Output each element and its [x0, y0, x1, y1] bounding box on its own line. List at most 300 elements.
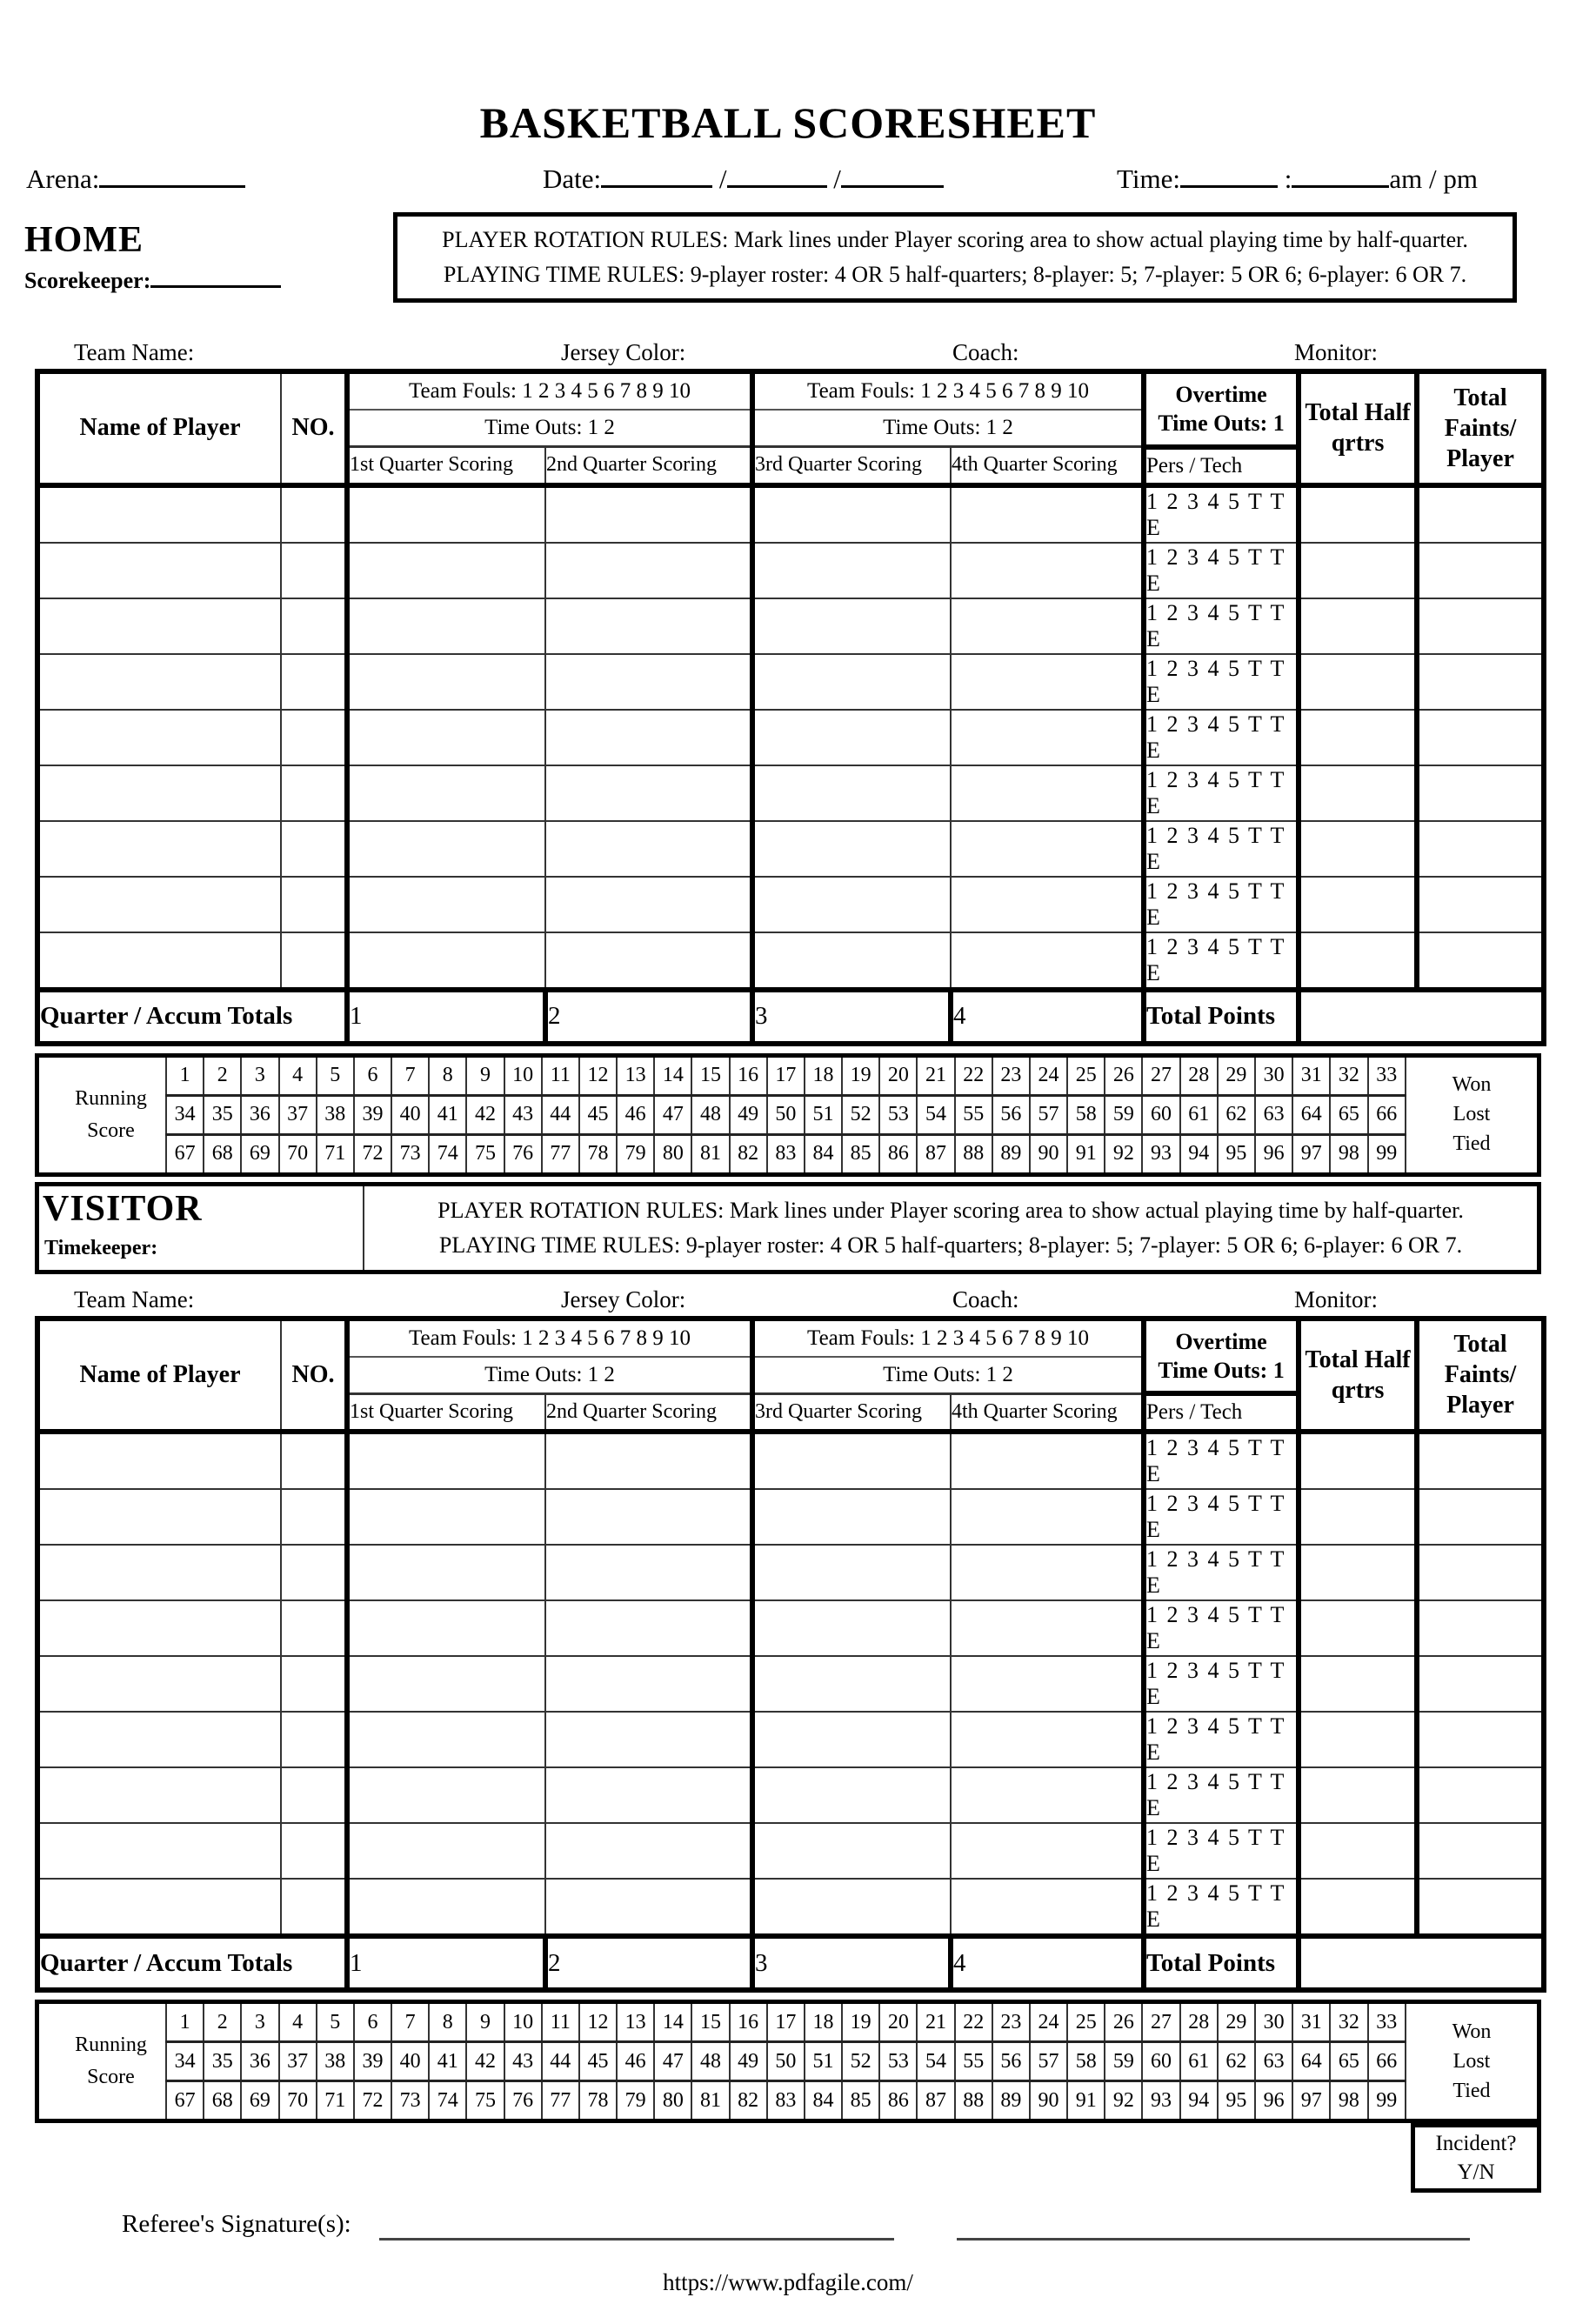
running-score-cell[interactable]: 37 — [279, 1095, 317, 1134]
running-score-cell[interactable]: 77 — [542, 1134, 579, 1174]
running-score-cell[interactable]: 31 — [1292, 1055, 1330, 1095]
total-half-cell[interactable] — [1299, 1656, 1417, 1712]
running-score-cell[interactable]: 51 — [805, 1095, 842, 1134]
timeouts-second-half[interactable]: Time Outs: 1 2 — [752, 410, 1144, 447]
player-no-cell[interactable] — [281, 543, 347, 598]
running-score-cell[interactable]: 15 — [691, 1055, 729, 1095]
q3-scoring-cell[interactable] — [752, 932, 951, 990]
running-score-cell[interactable]: 34 — [166, 1095, 204, 1134]
running-score-cell[interactable]: 94 — [1180, 2081, 1218, 2121]
total-faints-cell[interactable] — [1417, 543, 1544, 598]
player-no-cell[interactable] — [281, 765, 347, 821]
running-score-cell[interactable]: 3 — [241, 1055, 278, 1095]
running-score-cell[interactable]: 52 — [842, 1095, 879, 1134]
q3-scoring-cell[interactable] — [752, 1823, 951, 1879]
q3-scoring-cell[interactable] — [752, 485, 951, 543]
running-score-cell[interactable]: 73 — [391, 2081, 429, 2121]
q3-scoring-cell[interactable] — [752, 710, 951, 765]
result-option[interactable]: Lost — [1452, 1103, 1491, 1125]
running-score-cell[interactable]: 12 — [579, 1055, 617, 1095]
running-score-cell[interactable]: 62 — [1218, 1095, 1255, 1134]
q1-scoring-cell[interactable] — [347, 1600, 545, 1656]
running-score-cell[interactable]: 76 — [504, 1134, 542, 1174]
incident-yn-option[interactable]: Y/N — [1457, 2160, 1495, 2184]
pers-tech-cell[interactable]: 1 2 3 4 5 T T E — [1144, 932, 1299, 990]
total-faints-cell[interactable] — [1417, 1767, 1544, 1823]
player-name-cell[interactable] — [37, 1767, 281, 1823]
running-score-cell[interactable]: 92 — [1105, 1134, 1142, 1174]
running-score-cell[interactable]: 24 — [1030, 2002, 1067, 2042]
player-no-cell[interactable] — [281, 654, 347, 710]
player-name-cell[interactable] — [37, 710, 281, 765]
running-score-cell[interactable]: 59 — [1105, 2042, 1142, 2081]
running-score-cell[interactable]: 40 — [391, 2042, 429, 2081]
q2-scoring-cell[interactable] — [545, 932, 752, 990]
running-score-cell[interactable]: 11 — [542, 2002, 579, 2042]
running-score-cell[interactable]: 71 — [317, 2081, 354, 2121]
q1-scoring-cell[interactable] — [347, 1767, 545, 1823]
running-score-cell[interactable]: 78 — [579, 2081, 617, 2121]
player-no-cell[interactable] — [281, 710, 347, 765]
running-score-cell[interactable]: 71 — [317, 1134, 354, 1174]
player-no-cell[interactable] — [281, 485, 347, 543]
q4-scoring-cell[interactable] — [951, 1432, 1144, 1489]
player-no-cell[interactable] — [281, 1823, 347, 1879]
q2-scoring-cell[interactable] — [545, 543, 752, 598]
running-score-cell[interactable]: 4 — [279, 2002, 317, 2042]
player-no-cell[interactable] — [281, 1432, 347, 1489]
player-name-cell[interactable] — [37, 485, 281, 543]
running-score-cell[interactable]: 22 — [955, 2002, 992, 2042]
running-score-cell[interactable]: 60 — [1142, 1095, 1179, 1134]
running-score-cell[interactable]: 85 — [842, 2081, 879, 2121]
q2-scoring-cell[interactable] — [545, 485, 752, 543]
player-name-cell[interactable] — [37, 654, 281, 710]
total-half-cell[interactable] — [1299, 1879, 1417, 1936]
running-score-cell[interactable]: 19 — [842, 2002, 879, 2042]
running-score-cell[interactable]: 93 — [1142, 1134, 1179, 1174]
q4-scoring-cell[interactable] — [951, 1879, 1144, 1936]
running-score-cell[interactable]: 18 — [805, 2002, 842, 2042]
running-score-cell[interactable]: 58 — [1067, 1095, 1105, 1134]
total-half-cell[interactable] — [1299, 485, 1417, 543]
running-score-cell[interactable]: 7 — [391, 2002, 429, 2042]
running-score-cell[interactable]: 56 — [992, 2042, 1030, 2081]
pers-tech-cell[interactable]: 1 2 3 4 5 T T E — [1144, 1432, 1299, 1489]
running-score-cell[interactable]: 2 — [204, 1055, 241, 1095]
running-score-cell[interactable]: 1 — [166, 2002, 204, 2042]
running-score-cell[interactable]: 33 — [1368, 1055, 1406, 1095]
q1-total-cell[interactable]: 1 — [347, 1936, 545, 1990]
q4-total-cell[interactable]: 4 — [951, 1936, 1144, 1990]
q1-scoring-cell[interactable] — [347, 765, 545, 821]
running-score-cell[interactable]: 51 — [805, 2042, 842, 2081]
q1-scoring-cell[interactable] — [347, 1823, 545, 1879]
running-score-cell[interactable]: 66 — [1368, 1095, 1406, 1134]
total-half-cell[interactable] — [1299, 821, 1417, 877]
running-score-cell[interactable]: 10 — [504, 1055, 542, 1095]
player-no-cell[interactable] — [281, 1489, 347, 1545]
q4-scoring-cell[interactable] — [951, 654, 1144, 710]
running-score-cell[interactable]: 89 — [992, 1134, 1030, 1174]
running-score-cell[interactable]: 88 — [955, 2081, 992, 2121]
running-score-cell[interactable]: 14 — [654, 2002, 691, 2042]
running-score-cell[interactable]: 30 — [1255, 1055, 1292, 1095]
running-score-cell[interactable]: 92 — [1105, 2081, 1142, 2121]
running-score-cell[interactable]: 2 — [204, 2002, 241, 2042]
player-no-cell[interactable] — [281, 1545, 347, 1600]
q2-scoring-cell[interactable] — [545, 710, 752, 765]
time-hour-blank[interactable] — [1180, 166, 1278, 188]
total-half-cell[interactable] — [1299, 1712, 1417, 1767]
team-fouls-first-half[interactable]: Team Fouls: 1 2 3 4 5 6 7 8 9 10 — [347, 1319, 752, 1357]
overtime-timeouts-header[interactable] — [1144, 371, 1299, 447]
running-score-cell[interactable]: 91 — [1067, 1134, 1105, 1174]
running-score-cell[interactable]: 45 — [579, 1095, 617, 1134]
total-points-cell[interactable] — [1299, 1936, 1544, 1990]
running-score-cell[interactable]: 6 — [354, 2002, 391, 2042]
total-half-cell[interactable] — [1299, 543, 1417, 598]
running-score-cell[interactable]: 78 — [579, 1134, 617, 1174]
total-faints-cell[interactable] — [1417, 710, 1544, 765]
running-score-cell[interactable]: 69 — [241, 1134, 278, 1174]
running-score-cell[interactable]: 97 — [1292, 2081, 1330, 2121]
total-faints-cell[interactable] — [1417, 1545, 1544, 1600]
player-no-cell[interactable] — [281, 877, 347, 932]
running-score-cell[interactable]: 49 — [730, 2042, 767, 2081]
running-score-cell[interactable]: 21 — [917, 1055, 954, 1095]
running-score-cell[interactable]: 14 — [654, 1055, 691, 1095]
result-option[interactable]: Won — [1452, 1073, 1492, 1096]
q1-scoring-cell[interactable] — [347, 1432, 545, 1489]
total-faints-cell[interactable] — [1417, 877, 1544, 932]
total-half-cell[interactable] — [1299, 598, 1417, 654]
total-faints-cell[interactable] — [1417, 1432, 1544, 1489]
pers-tech-cell[interactable]: 1 2 3 4 5 T T E — [1144, 543, 1299, 598]
q4-scoring-cell[interactable] — [951, 543, 1144, 598]
running-score-cell[interactable]: 25 — [1067, 2002, 1105, 2042]
running-score-cell[interactable]: 4 — [279, 1055, 317, 1095]
q3-scoring-cell[interactable] — [752, 598, 951, 654]
q2-scoring-cell[interactable] — [545, 1712, 752, 1767]
q1-scoring-cell[interactable] — [347, 1879, 545, 1936]
running-score-cell[interactable]: 10 — [504, 2002, 542, 2042]
running-score-cell[interactable]: 72 — [354, 2081, 391, 2121]
q2-scoring-cell[interactable] — [545, 821, 752, 877]
running-score-cell[interactable]: 32 — [1330, 2002, 1367, 2042]
running-score-cell[interactable]: 36 — [241, 1095, 278, 1134]
running-score-cell[interactable]: 12 — [579, 2002, 617, 2042]
q2-scoring-cell[interactable] — [545, 877, 752, 932]
running-score-cell[interactable]: 23 — [992, 1055, 1030, 1095]
pers-tech-cell[interactable]: 1 2 3 4 5 T T E — [1144, 765, 1299, 821]
player-name-cell[interactable] — [37, 1712, 281, 1767]
player-no-cell[interactable] — [281, 821, 347, 877]
player-name-cell[interactable] — [37, 932, 281, 990]
total-faints-cell[interactable] — [1417, 932, 1544, 990]
total-faints-cell[interactable] — [1417, 765, 1544, 821]
player-name-cell[interactable] — [37, 1600, 281, 1656]
running-score-cell[interactable]: 41 — [429, 1095, 466, 1134]
running-score-cell[interactable]: 35 — [204, 2042, 241, 2081]
pers-tech-cell[interactable]: 1 2 3 4 5 T T E — [1144, 1656, 1299, 1712]
running-score-cell[interactable]: 70 — [279, 1134, 317, 1174]
running-score-cell[interactable]: 54 — [917, 1095, 954, 1134]
running-score-cell[interactable]: 57 — [1030, 1095, 1067, 1134]
q3-scoring-cell[interactable] — [752, 877, 951, 932]
q1-scoring-cell[interactable] — [347, 485, 545, 543]
q1-scoring-cell[interactable] — [347, 932, 545, 990]
q2-scoring-cell[interactable] — [545, 1656, 752, 1712]
running-score-cell[interactable]: 39 — [354, 2042, 391, 2081]
q4-scoring-cell[interactable] — [951, 1823, 1144, 1879]
running-score-cell[interactable]: 5 — [317, 2002, 354, 2042]
q3-scoring-cell[interactable] — [752, 765, 951, 821]
running-score-cell[interactable]: 70 — [279, 2081, 317, 2121]
q1-scoring-cell[interactable] — [347, 1656, 545, 1712]
running-score-cell[interactable]: 27 — [1142, 1055, 1179, 1095]
pers-tech-cell[interactable]: 1 2 3 4 5 T T E — [1144, 1489, 1299, 1545]
running-score-cell[interactable]: 44 — [542, 1095, 579, 1134]
pers-tech-cell[interactable]: 1 2 3 4 5 T T E — [1144, 821, 1299, 877]
running-score-cell[interactable]: 31 — [1292, 2002, 1330, 2042]
running-score-cell[interactable]: 83 — [767, 1134, 805, 1174]
running-score-cell[interactable]: 59 — [1105, 1095, 1142, 1134]
q2-scoring-cell[interactable] — [545, 1489, 752, 1545]
running-score-cell[interactable]: 95 — [1218, 2081, 1255, 2121]
running-score-cell[interactable]: 36 — [241, 2042, 278, 2081]
running-score-cell[interactable]: 89 — [992, 2081, 1030, 2121]
running-score-cell[interactable]: 3 — [241, 2002, 278, 2042]
pers-tech-cell[interactable]: 1 2 3 4 5 T T E — [1144, 1879, 1299, 1936]
running-score-cell[interactable]: 84 — [805, 2081, 842, 2121]
player-name-cell[interactable] — [37, 821, 281, 877]
running-score-cell[interactable]: 42 — [466, 2042, 504, 2081]
player-no-cell[interactable] — [281, 1767, 347, 1823]
running-score-cell[interactable]: 54 — [917, 2042, 954, 2081]
timeouts-first-half[interactable]: Time Outs: 1 2 — [347, 410, 752, 447]
q2-scoring-cell[interactable] — [545, 1545, 752, 1600]
running-score-cell[interactable]: 74 — [429, 2081, 466, 2121]
player-name-cell[interactable] — [37, 765, 281, 821]
q3-scoring-cell[interactable] — [752, 1656, 951, 1712]
total-faints-cell[interactable] — [1417, 1656, 1544, 1712]
running-score-cell[interactable]: 21 — [917, 2002, 954, 2042]
q4-scoring-cell[interactable] — [951, 485, 1144, 543]
running-score-cell[interactable]: 8 — [429, 1055, 466, 1095]
player-name-cell[interactable] — [37, 1879, 281, 1936]
team-fouls-second-half[interactable]: Team Fouls: 1 2 3 4 5 6 7 8 9 10 — [752, 371, 1144, 410]
pers-tech-cell[interactable]: 1 2 3 4 5 T T E — [1144, 1712, 1299, 1767]
q3-scoring-cell[interactable] — [752, 1432, 951, 1489]
running-score-cell[interactable]: 41 — [429, 2042, 466, 2081]
running-score-cell[interactable]: 84 — [805, 1134, 842, 1174]
running-score-cell[interactable]: 73 — [391, 1134, 429, 1174]
total-faints-cell[interactable] — [1417, 1712, 1544, 1767]
running-score-cell[interactable]: 46 — [617, 1095, 654, 1134]
running-score-cell[interactable]: 60 — [1142, 2042, 1179, 2081]
running-score-cell[interactable]: 47 — [654, 2042, 691, 2081]
player-no-cell[interactable] — [281, 932, 347, 990]
running-score-cell[interactable]: 6 — [354, 1055, 391, 1095]
total-half-cell[interactable] — [1299, 710, 1417, 765]
q2-total-cell[interactable]: 2 — [545, 1936, 752, 1990]
time-minute-blank[interactable] — [1292, 166, 1389, 188]
running-score-cell[interactable]: 8 — [429, 2002, 466, 2042]
q2-scoring-cell[interactable] — [545, 1823, 752, 1879]
running-score-cell[interactable]: 28 — [1180, 2002, 1218, 2042]
running-score-cell[interactable]: 63 — [1255, 2042, 1292, 2081]
q2-scoring-cell[interactable] — [545, 598, 752, 654]
total-half-cell[interactable] — [1299, 765, 1417, 821]
running-score-cell[interactable]: 5 — [317, 1055, 354, 1095]
player-name-cell[interactable] — [37, 877, 281, 932]
running-score-cell[interactable]: 67 — [166, 2081, 204, 2121]
referee-signature-blank-2[interactable] — [957, 2238, 1470, 2241]
running-score-cell[interactable]: 32 — [1330, 1055, 1367, 1095]
running-score-cell[interactable]: 46 — [617, 2042, 654, 2081]
result-option[interactable]: Won — [1452, 2020, 1492, 2043]
running-score-cell[interactable]: 35 — [204, 1095, 241, 1134]
pers-tech-cell[interactable]: 1 2 3 4 5 T T E — [1144, 710, 1299, 765]
running-score-cell[interactable]: 38 — [317, 1095, 354, 1134]
running-score-cell[interactable]: 80 — [654, 1134, 691, 1174]
result-option[interactable]: Tied — [1452, 2079, 1491, 2102]
q1-total-cell[interactable]: 1 — [347, 990, 545, 1044]
pers-tech-cell[interactable]: 1 2 3 4 5 T T E — [1144, 485, 1299, 543]
q2-scoring-cell[interactable] — [545, 1432, 752, 1489]
q3-total-cell[interactable]: 3 — [752, 1936, 951, 1990]
pers-tech-cell[interactable]: 1 2 3 4 5 T T E — [1144, 598, 1299, 654]
total-half-cell[interactable] — [1299, 1489, 1417, 1545]
running-score-cell[interactable]: 79 — [617, 1134, 654, 1174]
running-score-cell[interactable]: 48 — [691, 1095, 729, 1134]
q2-total-cell[interactable]: 2 — [545, 990, 752, 1044]
running-score-cell[interactable]: 99 — [1368, 2081, 1406, 2121]
timeouts-first-half[interactable]: Time Outs: 1 2 — [347, 1357, 752, 1394]
running-score-cell[interactable]: 20 — [879, 2002, 917, 2042]
total-faints-cell[interactable] — [1417, 1489, 1544, 1545]
running-score-cell[interactable]: 88 — [955, 1134, 992, 1174]
running-score-cell[interactable]: 18 — [805, 1055, 842, 1095]
running-score-cell[interactable]: 29 — [1218, 1055, 1255, 1095]
running-score-cell[interactable]: 93 — [1142, 2081, 1179, 2121]
running-score-cell[interactable]: 87 — [917, 1134, 954, 1174]
total-half-cell[interactable] — [1299, 1823, 1417, 1879]
q4-scoring-cell[interactable] — [951, 932, 1144, 990]
running-score-cell[interactable]: 40 — [391, 1095, 429, 1134]
running-score-cell[interactable]: 79 — [617, 2081, 654, 2121]
running-score-cell[interactable]: 74 — [429, 1134, 466, 1174]
q4-scoring-cell[interactable] — [951, 1489, 1144, 1545]
q1-scoring-cell[interactable] — [347, 710, 545, 765]
date-day-blank[interactable] — [727, 166, 827, 188]
running-score-cell[interactable]: 44 — [542, 2042, 579, 2081]
q2-scoring-cell[interactable] — [545, 1600, 752, 1656]
q2-scoring-cell[interactable] — [545, 1879, 752, 1936]
referee-signature-blank-1[interactable] — [379, 2238, 894, 2241]
running-score-cell[interactable]: 43 — [504, 2042, 542, 2081]
running-score-cell[interactable]: 55 — [955, 1095, 992, 1134]
running-score-cell[interactable]: 53 — [879, 2042, 917, 2081]
running-score-cell[interactable]: 29 — [1218, 2002, 1255, 2042]
timeouts-second-half[interactable]: Time Outs: 1 2 — [752, 1357, 1144, 1394]
pers-tech-cell[interactable]: 1 2 3 4 5 T T E — [1144, 1823, 1299, 1879]
total-faints-cell[interactable] — [1417, 1823, 1544, 1879]
running-score-cell[interactable]: 16 — [730, 1055, 767, 1095]
q2-scoring-cell[interactable] — [545, 654, 752, 710]
overtime-timeouts-header[interactable] — [1144, 1319, 1299, 1394]
running-score-cell[interactable]: 27 — [1142, 2002, 1179, 2042]
running-score-cell[interactable]: 26 — [1105, 1055, 1142, 1095]
running-score-cell[interactable]: 83 — [767, 2081, 805, 2121]
running-score-cell[interactable]: 61 — [1180, 1095, 1218, 1134]
running-score-cell[interactable]: 19 — [842, 1055, 879, 1095]
running-score-cell[interactable]: 81 — [691, 2081, 729, 2121]
running-score-cell[interactable]: 56 — [992, 1095, 1030, 1134]
q4-scoring-cell[interactable] — [951, 821, 1144, 877]
running-score-cell[interactable]: 53 — [879, 1095, 917, 1134]
player-name-cell[interactable] — [37, 1489, 281, 1545]
running-score-cell[interactable]: 69 — [241, 2081, 278, 2121]
running-score-cell[interactable]: 13 — [617, 2002, 654, 2042]
running-score-cell[interactable]: 76 — [504, 2081, 542, 2121]
total-faints-cell[interactable] — [1417, 821, 1544, 877]
q1-scoring-cell[interactable] — [347, 877, 545, 932]
running-score-cell[interactable]: 87 — [917, 2081, 954, 2121]
running-score-cell[interactable]: 57 — [1030, 2042, 1067, 2081]
running-score-cell[interactable]: 52 — [842, 2042, 879, 2081]
pers-tech-cell[interactable]: 1 2 3 4 5 T T E — [1144, 654, 1299, 710]
running-score-cell[interactable]: 43 — [504, 1095, 542, 1134]
total-half-cell[interactable] — [1299, 1432, 1417, 1489]
team-fouls-second-half[interactable]: Team Fouls: 1 2 3 4 5 6 7 8 9 10 — [752, 1319, 1144, 1357]
player-no-cell[interactable] — [281, 1656, 347, 1712]
q3-scoring-cell[interactable] — [752, 1712, 951, 1767]
player-no-cell[interactable] — [281, 1879, 347, 1936]
q3-scoring-cell[interactable] — [752, 821, 951, 877]
running-score-cell[interactable]: 22 — [955, 1055, 992, 1095]
running-score-cell[interactable]: 72 — [354, 1134, 391, 1174]
total-faints-cell[interactable] — [1417, 654, 1544, 710]
pers-tech-cell[interactable]: 1 2 3 4 5 T T E — [1144, 1600, 1299, 1656]
running-score-cell[interactable]: 81 — [691, 1134, 729, 1174]
running-score-cell[interactable]: 77 — [542, 2081, 579, 2121]
q1-scoring-cell[interactable] — [347, 654, 545, 710]
pers-tech-cell[interactable]: 1 2 3 4 5 T T E — [1144, 877, 1299, 932]
running-score-cell[interactable]: 39 — [354, 1095, 391, 1134]
running-score-cell[interactable]: 64 — [1292, 2042, 1330, 2081]
running-score-cell[interactable]: 82 — [730, 1134, 767, 1174]
q3-scoring-cell[interactable] — [752, 1767, 951, 1823]
running-score-cell[interactable]: 37 — [279, 2042, 317, 2081]
running-score-cell[interactable]: 17 — [767, 2002, 805, 2042]
pers-tech-cell[interactable]: 1 2 3 4 5 T T E — [1144, 1767, 1299, 1823]
running-score-cell[interactable]: 24 — [1030, 1055, 1067, 1095]
q1-scoring-cell[interactable] — [347, 1489, 545, 1545]
arena-blank[interactable] — [99, 166, 245, 188]
incident-box[interactable] — [1411, 2123, 1541, 2193]
running-score-cell[interactable]: 96 — [1255, 1134, 1292, 1174]
player-no-cell[interactable] — [281, 1600, 347, 1656]
running-score-cell[interactable]: 96 — [1255, 2081, 1292, 2121]
running-score-cell[interactable]: 62 — [1218, 2042, 1255, 2081]
running-score-cell[interactable]: 30 — [1255, 2002, 1292, 2042]
running-score-cell[interactable]: 75 — [466, 2081, 504, 2121]
running-score-cell[interactable]: 91 — [1067, 2081, 1105, 2121]
player-name-cell[interactable] — [37, 1432, 281, 1489]
running-score-cell[interactable]: 23 — [992, 2002, 1030, 2042]
